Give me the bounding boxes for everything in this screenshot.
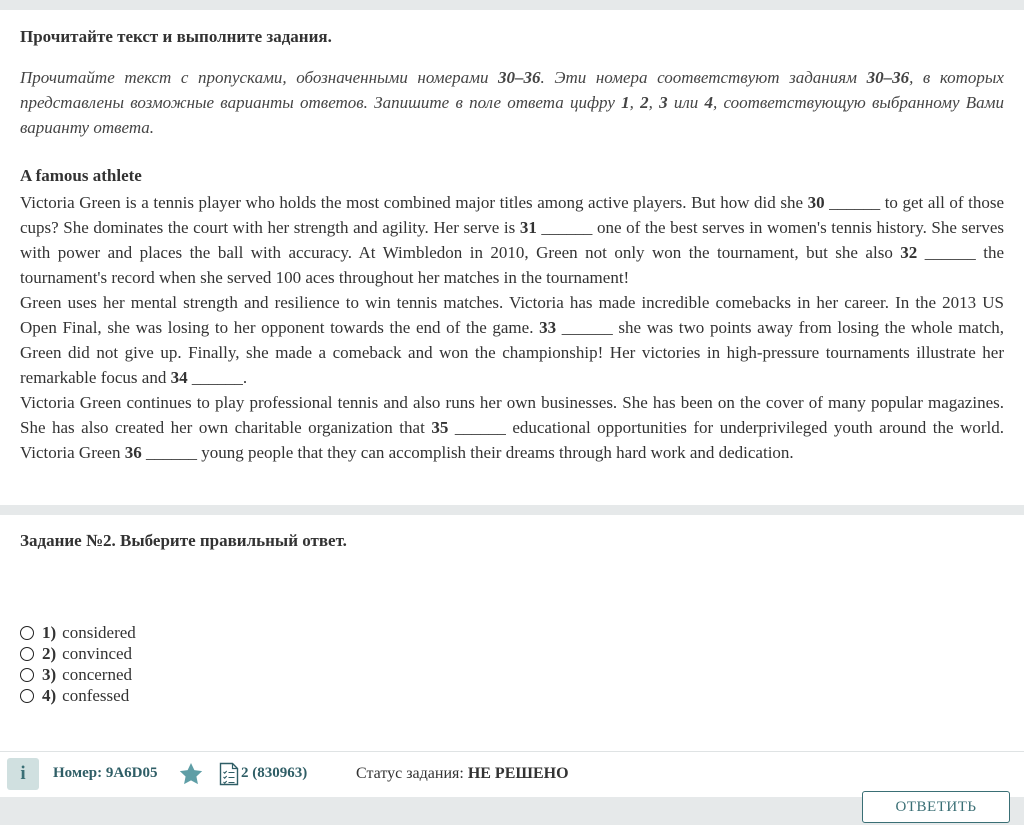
- document-list-icon[interactable]: [219, 762, 239, 786]
- task-number-label: Номер: 9A6D05: [53, 765, 158, 781]
- option-number: 3): [42, 665, 57, 684]
- star-icon[interactable]: [178, 761, 204, 787]
- radio-button[interactable]: [20, 626, 34, 640]
- option-number: 4): [42, 686, 57, 705]
- text-title: A famous athlete: [20, 166, 142, 185]
- radio-button[interactable]: [20, 668, 34, 682]
- info-icon[interactable]: i: [7, 758, 39, 790]
- instruction-title: Прочитайте текст и выполните задания.: [20, 27, 332, 46]
- option-number: 2): [42, 644, 57, 663]
- paragraph-2: Green uses her mental strength and resilience to win tennis matches. Victoria has made incredible comebacks in her career. In the 2013 US Open Final, she was losing to her opponent towards the end of the game. 33 ______ she was two points away from losing the whole match, Green did not give up. Finally, she made a comeback and won the championship! Her victories in high-pressure tournaments illustrate her remarkable focus and 34 ______.: [20, 293, 1004, 387]
- option-label: concerned: [62, 665, 133, 684]
- paragraph-3: Victoria Green continues to play professional tennis and also runs her own businesses. She has been on the cover of many popular magazines. She has also created her own charitable organization that 35 ______ educational opportunities for underprivileged youth around the world. Victoria Green 36 ______ young people that they can accomplish their dreams through hard work and dedication.: [20, 393, 1004, 462]
- option-label: considered: [62, 623, 136, 642]
- option-label: convinced: [62, 644, 133, 663]
- footer-divider: [0, 751, 1024, 752]
- task-status: [356, 765, 569, 783]
- radio-button[interactable]: [20, 689, 34, 703]
- radio-button[interactable]: [20, 647, 34, 661]
- option-label: confessed: [62, 686, 130, 705]
- option-number: 1): [42, 623, 57, 642]
- task-panel: [0, 515, 1024, 797]
- answer-button[interactable]: ОТВЕТИТЬ: [862, 791, 1010, 823]
- instruction-text: Прочитайте текст с пропусками, обозначенными номерами 30–36. Эти номера соответствуют заданиям 30–36, в которых представлены возможные варианты ответов. Запишите в поле ответа цифру 1, 2, 3 или 4, соответствующую выбранному Вами варианту ответа.: [20, 68, 1005, 137]
- option-1[interactable]: [20, 622, 136, 643]
- option-2[interactable]: [20, 643, 136, 664]
- status-value: НЕ РЕШЕНО: [467, 765, 569, 782]
- reading-text: [20, 190, 1004, 465]
- answer-options: [20, 622, 136, 706]
- paragraph-1: Victoria Green is a tennis player who holds the most combined major titles among active players. But how did she 30 ______ to get all of those cups? She dominates the court with her strength and agility. Her serve is 31 ______ one of the best serves in women's tennis history. She serves with power and places the ball with accuracy. At Wimbledon in 2010, Green not only won the tournament, but she also 32 ______ the tournament's record when she served 100 aces throughout her matches in the tournament!: [20, 193, 1004, 287]
- variant-link[interactable]: 2 (830963): [241, 765, 308, 781]
- option-3[interactable]: [20, 664, 136, 685]
- status-label: Статус задания:: [356, 765, 468, 782]
- option-4[interactable]: [20, 685, 136, 706]
- task-title: Задание №2. Выберите правильный ответ.: [20, 531, 347, 550]
